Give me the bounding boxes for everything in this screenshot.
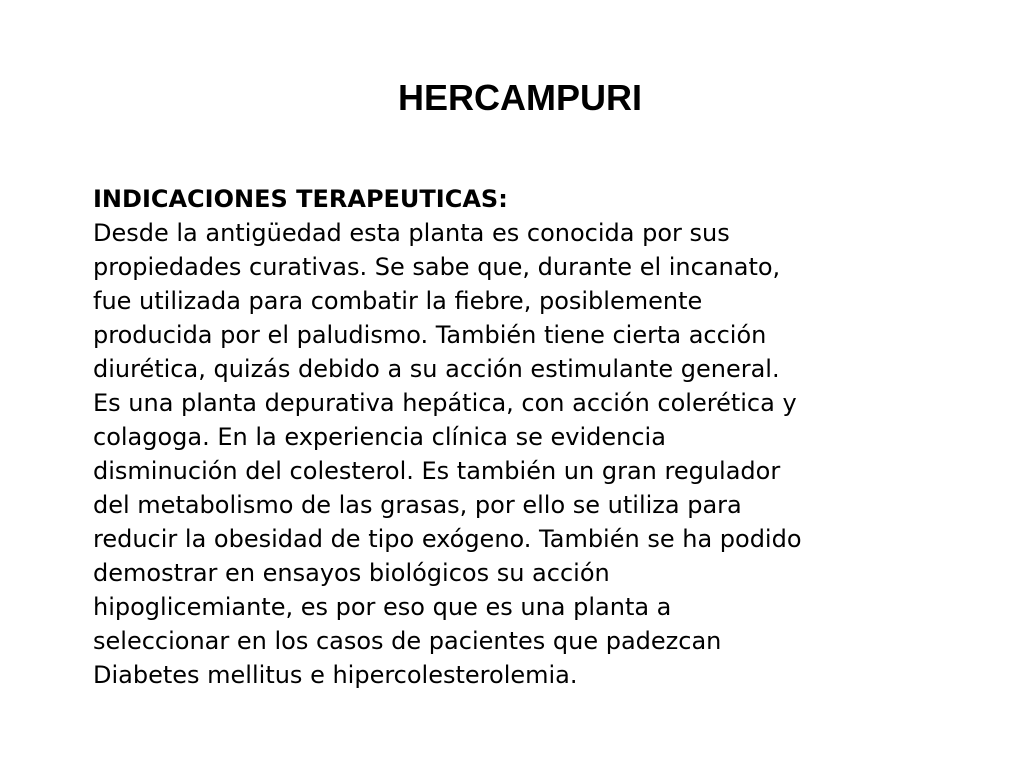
body-line: hipoglicemiante, es por eso que es una planta a: [93, 593, 672, 621]
body-line: Diabetes mellitus e hipercolesterolemia.: [93, 661, 578, 689]
body-line: propiedades curativas. Se sabe que, durante el incanato,: [93, 253, 781, 281]
body-line: disminución del colesterol. Es también un gran regulador: [93, 457, 781, 485]
body-line: demostrar en ensayos biológicos su acción: [93, 559, 610, 587]
body-line: del metabolismo de las grasas, por ello se utiliza para: [93, 491, 742, 519]
body-line: diurética, quizás debido a su acción estimulante general.: [93, 355, 780, 383]
section-heading: INDICACIONES TERAPEUTICAS:: [93, 185, 508, 213]
body-line: producida por el paludismo. También tiene cierta acción: [93, 321, 767, 349]
body-line: fue utilizada para combatir la fiebre, posiblemente: [93, 287, 703, 315]
body-line: Desde la antigüedad esta planta es conocida por sus: [93, 219, 730, 247]
body-line: Es una planta depurativa hepática, con acción colerética y: [93, 389, 797, 417]
body-line: seleccionar en los casos de pacientes que padezcan: [93, 627, 722, 655]
body-line: colagoga. En la experiencia clínica se evidencia: [93, 423, 666, 451]
slide-title: HERCAMPURI: [397, 77, 642, 118]
body-line: reducir la obesidad de tipo exógeno. También se ha podido: [93, 525, 802, 553]
slide-body: [93, 182, 963, 692]
